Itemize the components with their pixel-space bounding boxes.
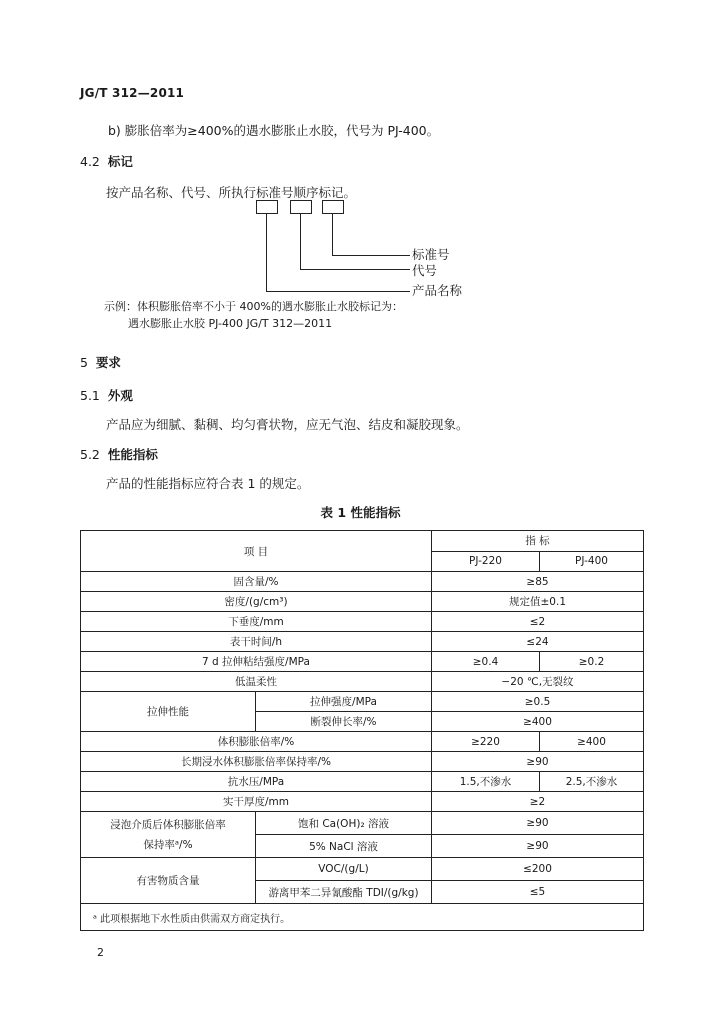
- row-value: 规定值±0.1: [432, 592, 644, 612]
- table-row: [81, 904, 644, 931]
- row-label: 5% NaCl 溶液: [256, 835, 432, 858]
- header-pj400: PJ-400: [540, 551, 644, 572]
- row-label: 抗水压/MPa: [81, 772, 432, 792]
- row-value-pj220: ≥220: [432, 732, 540, 752]
- table-row: [81, 752, 644, 772]
- row-label: 断裂伸长率/%: [256, 712, 432, 732]
- row-label: 实干厚度/mm: [81, 792, 432, 812]
- group-label: 拉伸性能: [81, 692, 256, 732]
- row-value: ≤24: [432, 632, 644, 652]
- table-row: [81, 632, 644, 652]
- table-caption: 表 1 性能指标: [320, 505, 401, 520]
- leader-line: [266, 291, 410, 292]
- table-note: ᵃ 此项根据地下水性质由供需双方商定执行。: [81, 904, 644, 931]
- section-5-heading: [80, 353, 121, 371]
- row-value: ≤2: [432, 612, 644, 632]
- row-value-pj400: ≥0.2: [540, 652, 644, 672]
- row-value: ≥90: [432, 835, 644, 858]
- name-box: [256, 200, 278, 214]
- row-label: 7 d 拉伸粘结强度/MPa: [81, 652, 432, 672]
- table-row: [81, 652, 644, 672]
- row-value-pj220: ≥0.4: [432, 652, 540, 672]
- appearance-text: 产品应为细腻、黏稠、均匀膏状物，应无气泡、结皮和凝胶现象。: [106, 417, 469, 432]
- example-line-1: 示例：体积膨胀倍率不小于 400%的遇水膨胀止水胶标记为：: [104, 300, 403, 313]
- leader-line: [332, 255, 410, 256]
- performance-table: [80, 530, 644, 931]
- table-row: [81, 592, 644, 612]
- row-label: 长期浸水体积膨胀倍率保持率/%: [81, 752, 432, 772]
- row-label: 固含量/%: [81, 572, 432, 592]
- header-index: 指 标: [432, 531, 644, 552]
- leader-line: [300, 213, 301, 269]
- page-number: 2: [97, 946, 104, 959]
- row-value-pj400: 2.5,不渗水: [540, 772, 644, 792]
- code-box: [290, 200, 312, 214]
- row-label: VOC/(g/L): [256, 858, 432, 881]
- table-row: [81, 792, 644, 812]
- section-number: 5.2: [80, 447, 100, 462]
- table-row: [81, 672, 644, 692]
- section-number: 5.1: [80, 388, 100, 403]
- leader-line: [266, 213, 267, 291]
- row-value: ≤5: [432, 881, 644, 904]
- row-value: −20 ℃,无裂纹: [432, 672, 644, 692]
- row-value: ≥400: [432, 712, 644, 732]
- row-label: 拉伸强度/MPa: [256, 692, 432, 712]
- section-title: 要求: [95, 355, 121, 370]
- table-row: [81, 858, 644, 881]
- group-label-line: 浸泡介质后体积膨胀倍率: [110, 818, 226, 831]
- row-label: 饱和 Ca(OH)₂ 溶液: [256, 812, 432, 835]
- section-number: 5: [80, 355, 88, 370]
- section-title: 性能指标: [107, 447, 158, 462]
- label-code: 代号: [412, 263, 438, 278]
- row-value: ≥0.5: [432, 692, 644, 712]
- row-label: 低温柔性: [81, 672, 432, 692]
- section-5-2-heading: [80, 445, 158, 463]
- label-product-name: 产品名称: [412, 283, 463, 298]
- section-title: 标记: [107, 154, 133, 169]
- row-label: 游离甲苯二异氰酸酯 TDI/(g/kg): [256, 881, 432, 904]
- table-row: [81, 812, 644, 835]
- leader-line: [332, 213, 333, 255]
- table-row: [81, 732, 644, 752]
- header-item: 项 目: [81, 531, 432, 572]
- table-row: [81, 572, 644, 592]
- group-label: 有害物质含量: [81, 858, 256, 904]
- row-label: 密度/(g/cm³): [81, 592, 432, 612]
- row-value: ≤200: [432, 858, 644, 881]
- section-title: 外观: [107, 388, 133, 403]
- table-row: [81, 612, 644, 632]
- label-standard-number: 标准号: [412, 247, 450, 262]
- row-value: ≥85: [432, 572, 644, 592]
- example-line-2: 遇水膨胀止水胶 PJ-400 JG/T 312—2011: [128, 317, 333, 330]
- header-pj220: PJ-220: [432, 551, 540, 572]
- section-number: 4.2: [80, 154, 100, 169]
- row-value-pj220: 1.5,不渗水: [432, 772, 540, 792]
- row-value: ≥90: [432, 812, 644, 835]
- table-row: [81, 772, 644, 792]
- performance-text: 产品的性能指标应符合表 1 的规定。: [106, 476, 310, 491]
- standard-box: [322, 200, 344, 214]
- row-label: 体积膨胀倍率/%: [81, 732, 432, 752]
- section-5-1-heading: [80, 386, 133, 404]
- table-row: [81, 692, 644, 712]
- leader-line: [300, 269, 410, 270]
- row-value: ≥2: [432, 792, 644, 812]
- group-label: [81, 812, 256, 858]
- group-label-line: 保持率ᵃ/%: [143, 838, 193, 851]
- row-value-pj400: ≥400: [540, 732, 644, 752]
- marking-text: 按产品名称、代号、所执行标准号顺序标记。: [106, 185, 357, 200]
- section-4-2-heading: [80, 152, 133, 170]
- table-row: [81, 531, 644, 552]
- running-header: JG/T 312—2011: [80, 86, 185, 100]
- item-b: b) 膨胀倍率为≥400%的遇水膨胀止水胶，代号为 PJ-400。: [108, 123, 440, 138]
- row-label: 表干时间/h: [81, 632, 432, 652]
- row-value: ≥90: [432, 752, 644, 772]
- row-label: 下垂度/mm: [81, 612, 432, 632]
